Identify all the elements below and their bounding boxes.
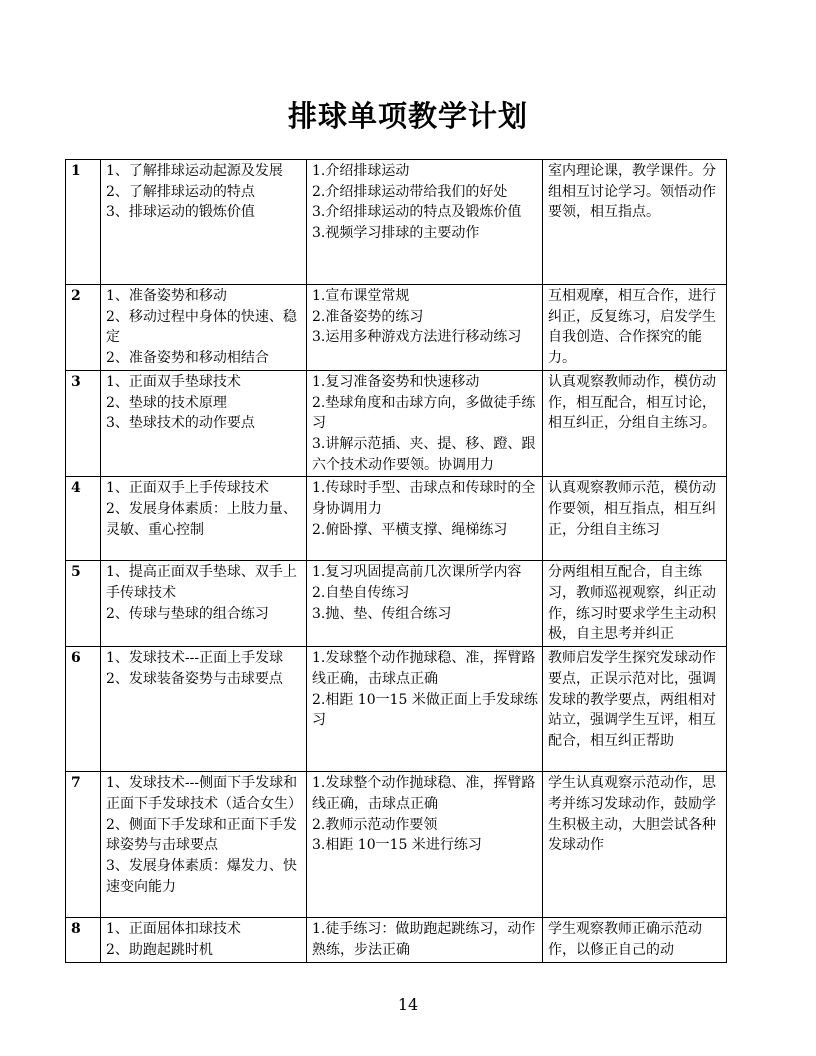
content-cell <box>307 647 543 772</box>
goals-cell <box>101 160 307 285</box>
table-row <box>66 918 727 962</box>
content-line: 3.介绍排球运动的特点及锻炼价值 <box>312 204 522 221</box>
method-line: 学生观察教师正确示范动作，以修正自己的动 <box>548 921 702 958</box>
content-line: 3.视频学习排球的主要动作 <box>312 225 480 242</box>
method-line: 认真观察教师动作，模仿动作，相互配合，相互讨论，相互纠正，分组自主练习。 <box>548 373 716 432</box>
content-cell <box>307 772 543 918</box>
method-cell <box>543 370 727 477</box>
goal-line: 3、垫球技术的动作要点 <box>106 415 255 432</box>
goal-line: 1、准备姿势和移动 <box>106 288 227 304</box>
content-cell <box>307 561 543 647</box>
goal-line: 2、垫球的技术原理 <box>106 394 227 411</box>
content-cell <box>307 285 543 371</box>
content-line: 1.徒手练习：做助跑起跳练习，动作熟练，步法正确 <box>312 921 536 958</box>
goals-cell <box>101 370 307 477</box>
content-cell <box>307 918 543 962</box>
goal-line: 1、正面屈体扣球技术 <box>106 921 241 938</box>
content-line: 1.介绍排球运动 <box>312 163 410 179</box>
goal-line: 1、提高正面双手垫球、双手上手传球技术 <box>106 564 297 602</box>
content-cell <box>307 477 543 561</box>
table-body <box>66 160 727 963</box>
goal-line: 2、传球与垫球的组合练习 <box>106 605 269 622</box>
table-row <box>66 285 727 371</box>
content-line: 2.垫球角度和击球方向，多做徒手练习 <box>312 394 536 432</box>
content-line: 2.准备姿势的练习 <box>312 308 424 325</box>
content-line: 1.传球时手型、击球点和传球时的全身协调用力 <box>312 480 536 518</box>
method-line: 室内理论课，教学课件。分组相互讨论学习。领悟动作要领，相互指点。 <box>548 163 716 221</box>
goals-cell <box>101 647 307 772</box>
goal-line: 2、了解排球运动的特点 <box>106 183 255 200</box>
method-cell <box>543 772 727 918</box>
goal-line: 1、了解排球运动起源及发展 <box>106 163 283 179</box>
content-line: 1.宣布课堂常规 <box>312 288 410 304</box>
table-row <box>66 160 727 285</box>
content-line: 1.发球整个动作抛球稳、准，挥臂路线正确，击球点正确 <box>312 650 536 687</box>
goals-cell <box>101 477 307 561</box>
method-line: 教师启发学生探究发球动作要点，正误示范对比，强调发球的教学要点，两组相对站立，强调学生互评，相互配合，相互纠正帮助 <box>548 650 716 749</box>
teaching-plan-table <box>65 159 727 963</box>
lesson-number: 7 <box>66 772 101 918</box>
lesson-number: 2 <box>66 285 101 371</box>
table-row <box>66 477 727 561</box>
goal-line: 2、侧面下手发球和正面下手发球姿势与击球要点 <box>106 816 297 854</box>
goal-line: 1、发球技术---正面上手发球 <box>106 650 284 667</box>
goal-line: 2、助跑起跳时机 <box>106 941 213 958</box>
goals-cell <box>101 285 307 371</box>
method-cell <box>543 561 727 647</box>
content-cell <box>307 160 543 285</box>
goal-line: 3、排球运动的锻炼价值 <box>106 204 255 221</box>
method-line: 互相观摩，相互合作，进行纠正，反复练习，启发学生自我创造、合作探究的能力。 <box>548 288 716 367</box>
content-line: 2.自垫自传练习 <box>312 585 410 602</box>
method-cell <box>543 477 727 561</box>
goal-line: 2、移动过程中身体的快速、稳定 <box>106 308 297 346</box>
method-cell <box>543 918 727 962</box>
method-line: 学生认真观察示范动作，思考并练习发球动作，鼓励学生积极主动，大胆尝试各种发球动作 <box>548 775 716 854</box>
page-number: 14 <box>397 995 419 1014</box>
content-cell <box>307 370 543 477</box>
lesson-number: 5 <box>66 561 101 647</box>
method-cell <box>543 285 727 371</box>
goal-line: 2、发球装备姿势与击球要点 <box>106 670 283 687</box>
content-line: 1.复习准备姿势和快速移动 <box>312 373 480 390</box>
lesson-number: 1 <box>66 160 101 285</box>
goal-line: 1、正面双手垫球技术 <box>106 373 241 390</box>
goal-line: 1、正面双手上手传球技术 <box>106 480 269 497</box>
method-line: 分两组相互配合，自主练习，教师巡视观察，纠正动作，练习时要求学生主动积极，自主思考并纠正 <box>548 564 716 643</box>
content-line: 3.运用多种游戏方法进行移动练习 <box>312 329 522 346</box>
lesson-number: 8 <box>66 918 101 962</box>
page-title: 排球单项教学计划 <box>287 99 528 133</box>
table-row <box>66 647 727 772</box>
goals-cell <box>101 772 307 918</box>
content-line: 2.俯卧撑、平横支撑、绳梯练习 <box>312 521 508 538</box>
goals-cell <box>101 561 307 647</box>
content-line: 2.教师示范动作要领 <box>312 816 438 833</box>
content-line: 1.复习巩固提高前几次课所学内容 <box>312 564 522 581</box>
content-line: 3.抛、垫、传组合练习 <box>312 605 452 622</box>
table-row <box>66 561 727 647</box>
goal-line: 2、发展身体素质：上肢力量、灵敏、重心控制 <box>106 501 297 538</box>
table-row <box>66 772 727 918</box>
content-line: 3.相距 10一15 米进行练习 <box>312 837 482 854</box>
goal-line: 2、准备姿势和移动相结合 <box>106 350 269 367</box>
content-line: 1.发球整个动作抛球稳、准，挥臂路线正确，击球点正确 <box>312 775 536 812</box>
method-line: 认真观察教师示范，模仿动作要领，相互指点，相互纠正，分组自主练习 <box>548 480 716 538</box>
goals-cell <box>101 918 307 962</box>
method-cell <box>543 160 727 285</box>
lesson-number: 3 <box>66 370 101 477</box>
table-row <box>66 370 727 477</box>
content-line: 3.讲解示范插、夹、提、移、蹬、跟六个技术动作要领。协调用力 <box>312 435 536 473</box>
lesson-number: 4 <box>66 477 101 561</box>
content-line: 2.介绍排球运动带给我们的好处 <box>312 183 508 200</box>
goal-line: 1、发球技术---侧面下手发球和正面下手发球技术（适合女生） <box>106 775 302 812</box>
goal-line: 3、发展身体素质：爆发力、快速变向能力 <box>106 857 297 895</box>
method-cell <box>543 647 727 772</box>
lesson-number: 6 <box>66 647 101 772</box>
content-line: 2.相距 10一15 米做正面上手发球练习 <box>312 691 538 729</box>
